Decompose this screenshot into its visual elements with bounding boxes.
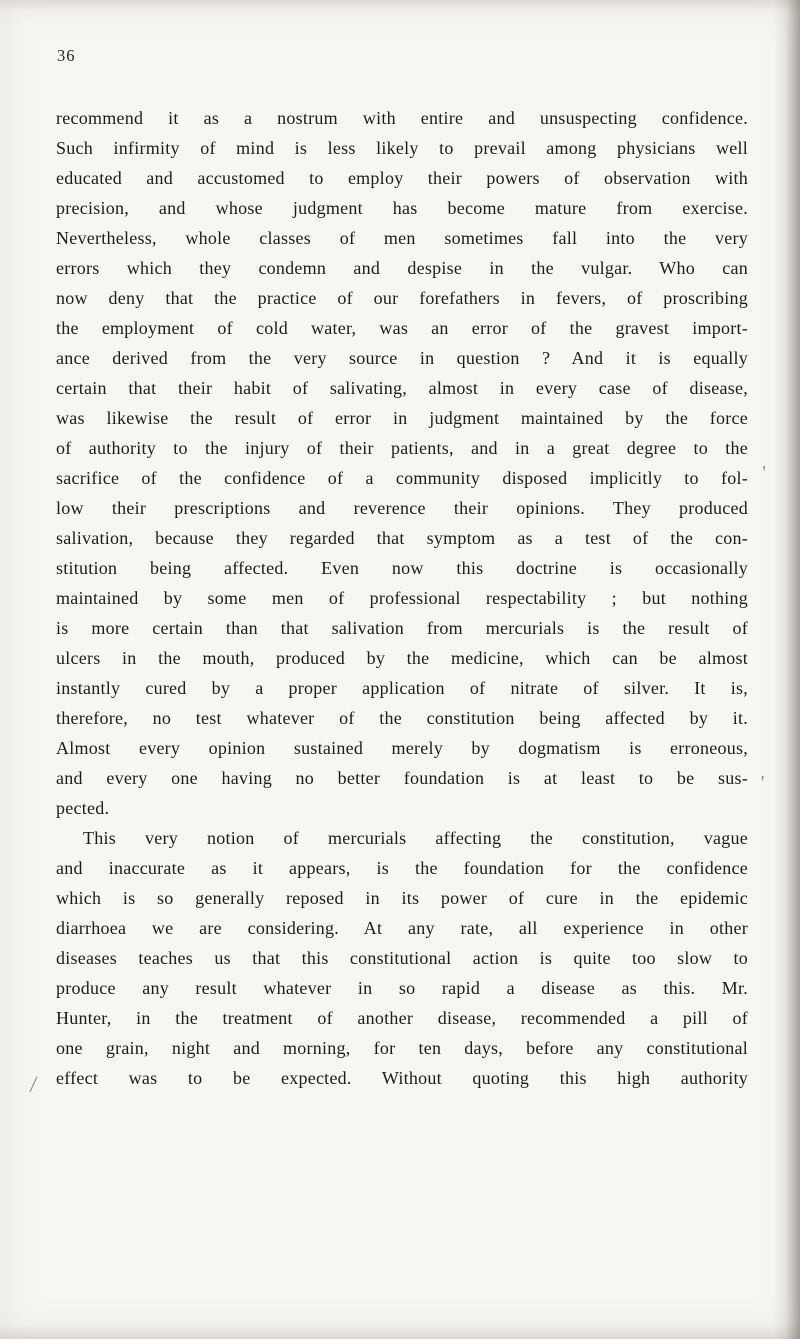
text-line: therefore, no test whatever of the constitution being affected by it.	[56, 708, 748, 728]
text-line: pected.	[56, 798, 110, 818]
text-line: low their prescriptions and reverence their opinions. They produced	[56, 498, 748, 518]
text-line: Such infirmity of mind is less likely to prevail among physicians well	[56, 138, 748, 158]
text-line: ance derived from the very source in question ? And it is equally	[56, 348, 748, 368]
text-line: now deny that the practice of our forefathers in fevers, of proscribing	[56, 288, 748, 308]
text-line: Nevertheless, whole classes of men sometimes fall into the very	[56, 228, 748, 248]
text-line: and inaccurate as it appears, is the foundation for the confidence	[56, 858, 748, 878]
text-line: recommend it as a nostrum with entire and unsuspecting confidence.	[56, 108, 748, 128]
scan-edge-right	[774, 0, 800, 1339]
pencil-mark-right-upper: '	[762, 462, 766, 484]
text-line: Hunter, in the treatment of another disease, recommended a pill of	[56, 1008, 748, 1028]
text-line: one grain, night and morning, for ten days, before any constitutional	[56, 1038, 748, 1058]
scan-edge-top	[0, 0, 800, 12]
text-line: Almost every opinion sustained merely by dogmatism is erroneous,	[56, 738, 748, 758]
text-line: certain that their habit of salivating, almost in every case of disease,	[56, 378, 748, 398]
text-line: and every one having no better foundation is at least to be sus-	[56, 768, 748, 788]
text-line: errors which they condemn and despise in the vulgar. Who can	[56, 258, 748, 278]
text-line: This very notion of mercurials affecting the constitution, vague	[83, 828, 748, 848]
text-line: effect was to be expected. Without quoting this high authority	[56, 1068, 748, 1088]
text-line: which is so generally reposed in its power of cure in the epidemic	[56, 888, 748, 908]
text-line: ulcers in the mouth, produced by the medicine, which can be almost	[56, 648, 748, 668]
text-line: diarrhoea we are considering. At any rate, all experience in other	[56, 918, 748, 938]
text-line: produce any result whatever in so rapid a disease as this. Mr.	[56, 978, 748, 998]
paragraph	[56, 823, 748, 1093]
text-line: sacrifice of the confidence of a community disposed implicitly to fol-	[56, 468, 748, 488]
text-line: salivation, because they regarded that symptom as a test of the con-	[56, 528, 748, 548]
text-line: instantly cured by a proper application of nitrate of silver. It is,	[56, 678, 748, 698]
text-line: maintained by some men of professional respectability ; but nothing	[56, 588, 748, 608]
text-line: educated and accustomed to employ their powers of observation with	[56, 168, 748, 188]
text-line: diseases teaches us that this constitutional action is quite too slow to	[56, 948, 748, 968]
text-line: of authority to the injury of their patients, and in a great degree to the	[56, 438, 748, 458]
page-number: 36	[57, 46, 76, 65]
pencil-mark-right-mid: '	[758, 771, 766, 795]
text-line: precision, and whose judgment has become mature from exercise.	[56, 198, 748, 218]
pencil-mark-left-bottom: /	[28, 1071, 39, 1099]
text-line: the employment of cold water, was an error of the gravest import-	[56, 318, 748, 338]
paragraph	[56, 103, 748, 823]
page-text-block	[56, 103, 748, 1093]
text-line: is more certain than that salivation from mercurials is the result of	[56, 618, 748, 638]
scan-edge-bottom	[0, 1323, 800, 1339]
text-line: stitution being affected. Even now this doctrine is occasionally	[56, 558, 748, 578]
text-line: was likewise the result of error in judgment maintained by the force	[56, 408, 748, 428]
